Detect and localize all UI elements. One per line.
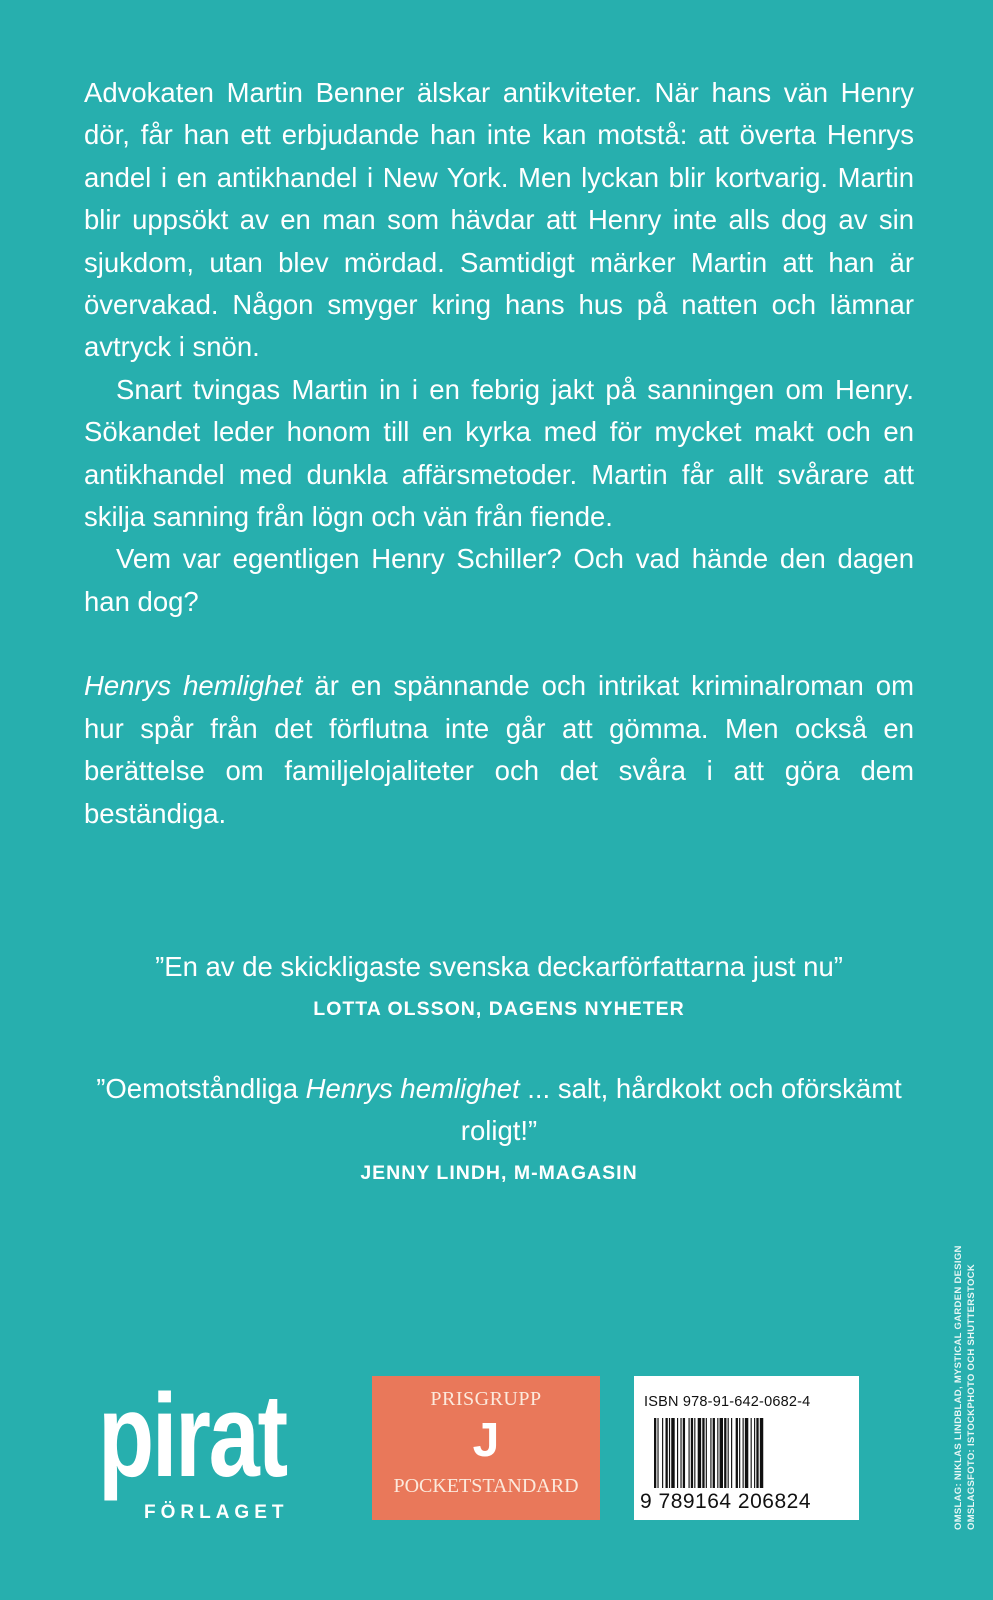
quote-1: ”En av de skickligaste svenska deckarförfattarna just nu” — [155, 951, 843, 982]
book-title: Henrys hemlighet — [84, 670, 303, 702]
blurb-paragraph-3: Vem var egentligen Henry Schiller? Och vad hände den dagen han dog? — [84, 543, 914, 617]
isbn-text: ISBN 978-91-642-0682-4 — [644, 1394, 811, 1410]
quote-2-post: ... salt, hårdkokt och oförskämt roligt!” — [460, 1073, 902, 1146]
price-group-letter: J — [472, 1414, 500, 1467]
price-group-label: PRISGRUPP — [430, 1388, 542, 1410]
blurb-paragraph-1: Advokaten Martin Benner älskar antikviteter. När hans vän Henry dör, får han ett erbjudande han inte kan motstå: att överta Henrys andel i en antikhandel i New York. Men lyckan blir kortvarig. Martin blir uppsökt av en man som hävdar att Henry inte alls dog av sin sjukdom, utan blev mördad. Samtidigt märker Martin att han är övervakad. Någon smyger kring hans hus på natten och lämnar avtryck i snön. — [84, 77, 914, 363]
barcode-digits: 9 789164 206824 — [640, 1490, 811, 1513]
credits-line-1: OMSLAG: NIKLAS LINDBLAD, MYSTICAL GARDEN DESIGN — [953, 1245, 964, 1530]
quote-2-title: Henrys hemlighet — [305, 1073, 520, 1104]
blurb-paragraph-2: Snart tvingas Martin in i en febrig jakt på sanningen om Henry. Sökandet leder honom till en kyrka med för mycket makt och en antikhandel med dunkla affärsmetoder. Martin får allt svårare att skilja sanning från lögn och vän från fiende. — [84, 373, 914, 533]
cover-credits — [952, 1230, 978, 1530]
blurb-paragraph-4-text: är en spännande och intrikat kriminalroman om hur spår från det förflutna inte går att gömma. Men också en berättelse om familjelojaliteter och det svåra i att göra dem beständiga. — [84, 670, 915, 829]
blurb-paragraph-4 — [84, 665, 914, 835]
quote-2 — [84, 1068, 914, 1152]
credits-line-2: OMSLAGSFOTO: ISTOCKPHOTO OCH SHUTTERSTOCK — [966, 1264, 977, 1530]
review-quotes — [84, 946, 914, 1188]
blurb — [84, 72, 914, 835]
logo-wordmark: pirat — [98, 1370, 286, 1502]
quote-2-pre: ”Oemotståndliga — [96, 1073, 306, 1104]
price-standard-label: POCKETSTANDARD — [393, 1475, 579, 1497]
publisher-logo — [98, 1370, 338, 1536]
logo-subtitle: FÖRLAGET — [144, 1502, 289, 1523]
quote-1-attribution: LOTTA OLSSON, DAGENS NYHETER — [313, 998, 685, 1020]
price-group-box — [372, 1376, 600, 1520]
barcode — [634, 1376, 859, 1520]
barcode-bars-icon — [654, 1418, 844, 1488]
quote-2-attribution: JENNY LINDH, M-MAGASIN — [360, 1162, 638, 1184]
